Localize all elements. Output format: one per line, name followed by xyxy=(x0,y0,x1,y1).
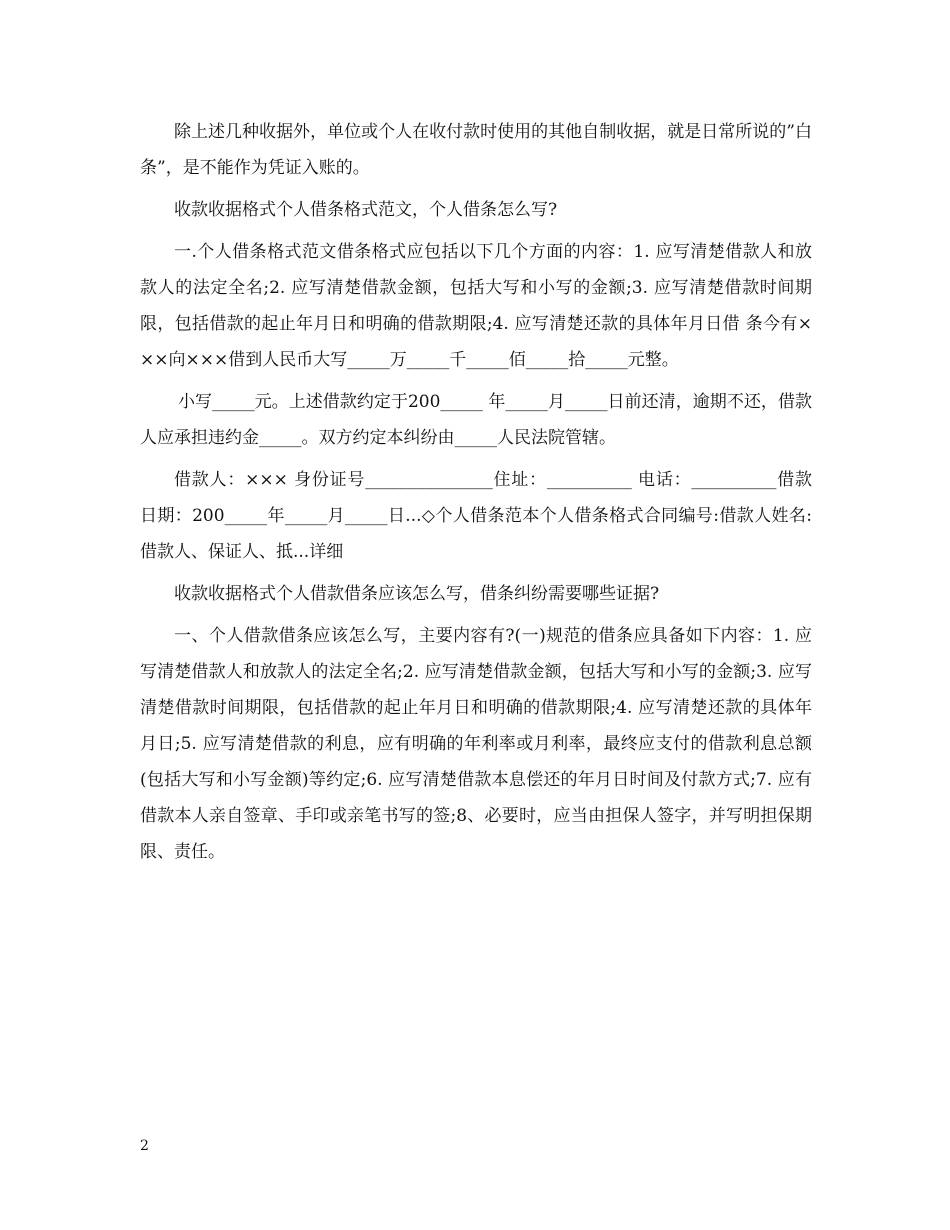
paragraph-iou-format-contents: 一.个人借条格式范文借条格式应包括以下几个方面的内容：1. 应写清楚借款人和放款人的法定全名;2. 应写清楚借款金额，包括大写和小写的金额;3. 应写清楚借款时间期限，包括借款的起止年月日和明确的借款期限;4. 应写清楚还款的具体年月日借 条今有×××向×××借到人民币大写_____万_____千_____佰_____拾_____元整。 xyxy=(140,242,812,370)
paragraph-heading-iou-evidence: 收款收据格式个人借款借条应该怎么写，借条纠纷需要哪些证据? xyxy=(174,584,660,604)
page-number: 2 xyxy=(140,1138,149,1154)
document-body xyxy=(140,114,812,876)
paragraph-iou-requirements: 一、个人借款借条应该怎么写，主要内容有?(一)规范的借条应具备如下内容：1. 应写清楚借款人和放款人的法定全名;2. 应写清楚借款金额，包括大写和小写的金额;3. 应写清楚借款时间期限，包括借款的起止年月日和明确的借款期限;4. 应写清楚还款的具体年月日;5. 应写清楚借款的利息，应有明确的年利率或月利率，最终应支付的借款利息总额(包括大写和小写金额)等约定;6. 应写清楚借款本息偿还的年月日时间及付款方式;7. 应有借款本人亲自签章、手印或亲笔书写的签;8、必要时，应当由担保人签字，并写明担保期限、责任。 xyxy=(140,626,812,862)
paragraph-borrower-details: 借款人：××× 身份证号_______________住址：__________ 电话：__________借款日期：200_____年_____月_____日...◇个人借条范本个人借条格式合同编号:借款人姓名:借款人、保证人、抵...详细 xyxy=(140,470,812,562)
paragraph-iou-amount-terms: 小写_____元。上述借款约定于200_____ 年_____月_____日前还清，逾期不还，借款人应承担违约金_____。双方约定本纠纷由_____人民法院管辖。 xyxy=(140,392,812,448)
paragraph-heading-iou-format: 收款收据格式个人借条格式范文，个人借条怎么写? xyxy=(174,200,558,220)
paragraph-receipt-note: 除上述几种收据外，单位或个人在收付款时使用的其他自制收据，就是日常所说的”白条”，是不能作为凭证入账的。 xyxy=(140,122,812,178)
